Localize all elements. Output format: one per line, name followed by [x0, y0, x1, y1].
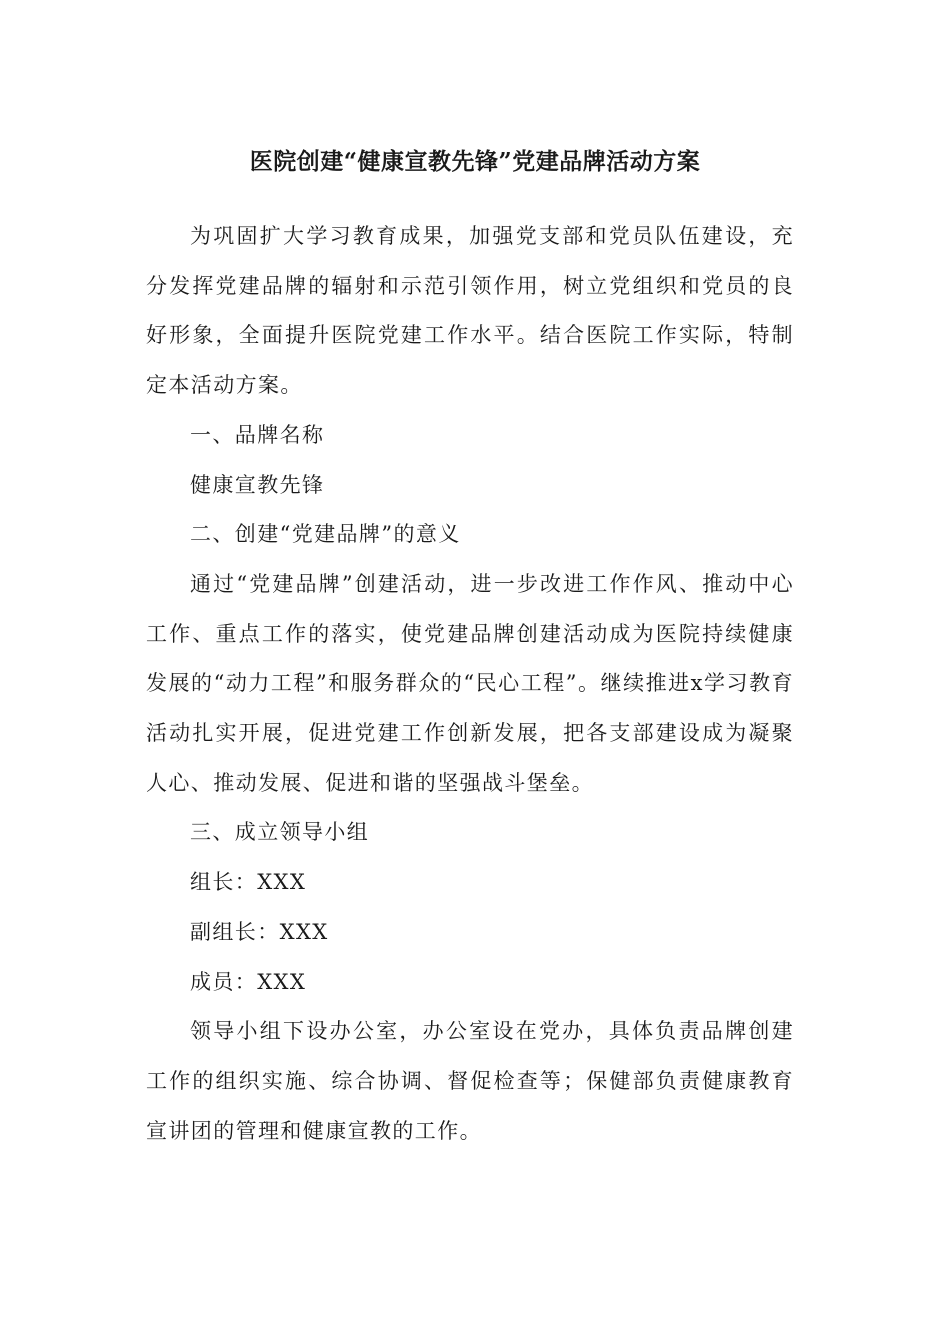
office-paragraph: 领导小组下设办公室，办公室设在党办，具体负责品牌创建工作的组织实施、综合协调、督促检查等；保健部负责健康教育宣讲团的管理和健康宣教的工作。 [146, 1019, 794, 1143]
deputy-leader-line: 副组长：XXX [190, 919, 329, 944]
section-heading-leadership-group: 三、成立领导小组 [190, 820, 370, 845]
intro-paragraph: 为巩固扩大学习教育成果，加强党支部和党员队伍建设，充分发挥党建品牌的辐射和示范引领作用，树立党组织和党员的良好形象，全面提升医院党建工作水平。结合医院工作实际，特制定本活动方案。 [146, 224, 794, 398]
members-line: 成员：XXX [190, 969, 307, 994]
section-heading-significance: 二、创建“党建品牌”的意义 [190, 522, 461, 547]
document-title: 医院创建“健康宣教先锋”党建品牌活动方案 [249, 148, 701, 175]
group-leader-line: 组长：XXX [190, 870, 307, 895]
document-body [146, 212, 794, 1156]
section-heading-brand-name: 一、品牌名称 [190, 422, 325, 447]
brand-name-text: 健康宣教先锋 [190, 472, 325, 497]
significance-paragraph: 通过“党建品牌”创建活动，进一步改进工作作风、推动中心工作、重点工作的落实，使党建品牌创建活动成为医院持续健康发展的“动力工程”和服务群众的“民心工程”。继续推进x学习教育活动扎实开展，促进党建工作创新发展，把各支部建设成为凝聚人心、推动发展、促进和谐的坚强战斗堡垒。 [146, 571, 794, 795]
